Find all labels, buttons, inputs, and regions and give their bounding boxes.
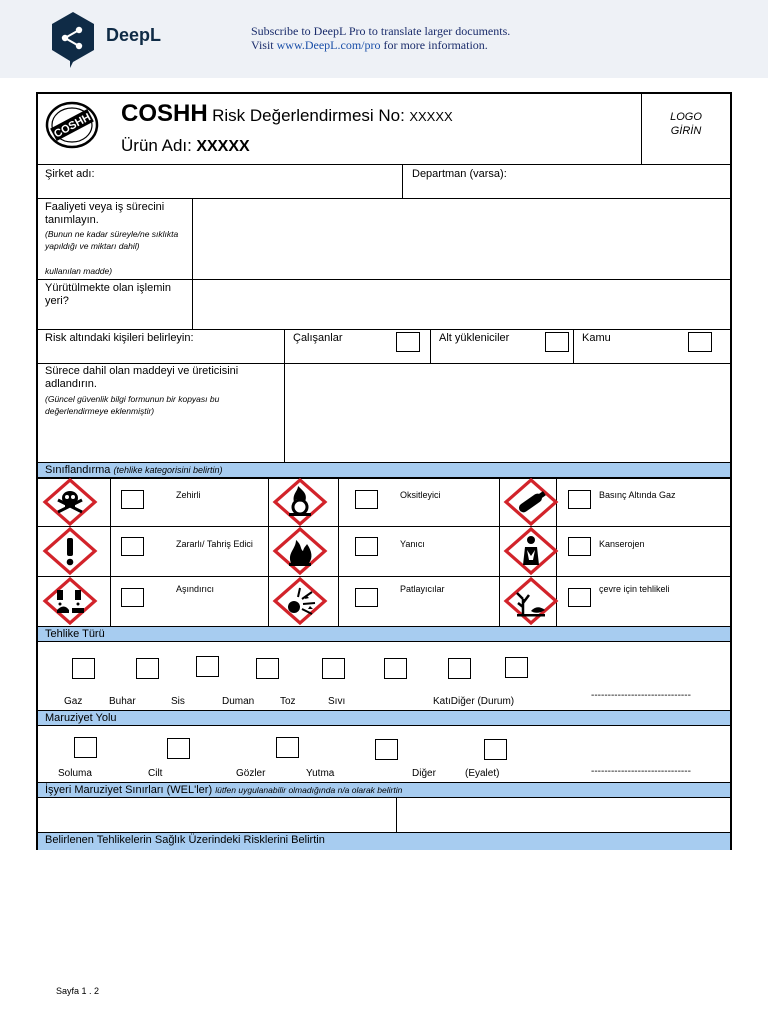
option-employees-label: Çalışanlar <box>293 332 343 344</box>
hazard-type-checkbox[interactable] <box>322 658 345 679</box>
svg-text:COSHH: COSHH <box>52 111 93 141</box>
exposure-route-label: Cilt <box>148 768 163 779</box>
hazard-other-dashes: ------------------------------ <box>591 690 691 701</box>
activity-note-end: kullanılan madde) <box>45 266 113 276</box>
hazard-type-checkbox[interactable] <box>72 658 95 679</box>
hazard-type-label: Toz <box>280 696 296 707</box>
exposure-route-checkbox[interactable] <box>74 737 97 758</box>
hazard-type-label: Duman <box>222 696 255 707</box>
classification-checkbox[interactable] <box>568 537 591 556</box>
hazard-type-checkbox[interactable] <box>196 656 219 677</box>
exploding-bomb-icon <box>272 577 328 625</box>
deepl-logo-icon[interactable] <box>48 10 98 68</box>
exposure-route-label: (Eyalet) <box>465 768 500 779</box>
company-field[interactable] <box>38 165 401 198</box>
classification-label: Basınç Altında Gaz <box>599 490 676 500</box>
classification-checkbox[interactable] <box>355 490 378 509</box>
location-field[interactable] <box>193 280 730 329</box>
hazard-type-checkbox[interactable] <box>256 658 279 679</box>
health-hazard-icon <box>503 527 559 575</box>
skull-crossbones-icon <box>42 478 98 526</box>
title-coshh: COSHH <box>121 100 208 127</box>
exposure-route-checkbox[interactable] <box>484 739 507 760</box>
title-risk-assessment: Risk Değerlendirmesi No: <box>212 106 405 125</box>
classification-header: Sınıflandırma (tehlike kategorisini belirtin) <box>38 462 730 478</box>
classification-checkbox[interactable] <box>355 537 378 556</box>
subcontractors-checkbox[interactable] <box>545 332 569 352</box>
company-label: Şirket adı: <box>45 168 95 180</box>
classification-checkbox[interactable] <box>568 490 591 509</box>
risk-number: XXXXX <box>409 109 453 124</box>
page-number: Sayfa 1 . 2 <box>56 986 100 996</box>
exposure-route-header: Maruziyet Yolu <box>38 710 730 726</box>
wel-field-right[interactable] <box>397 799 730 832</box>
classification-label: Zehirli <box>176 490 201 500</box>
location-label: Yürütülmekte olan işlemin yeri? <box>45 282 171 307</box>
people-at-risk-label: Risk altındaki kişileri belirleyin: <box>45 332 194 344</box>
substance-field[interactable] <box>285 364 730 462</box>
exclamation-icon <box>42 527 98 575</box>
hazard-type-label: Buhar <box>109 696 136 707</box>
gas-cylinder-icon <box>503 478 559 526</box>
activity-field[interactable] <box>193 199 730 279</box>
exposure-route-label: Soluma <box>58 768 92 779</box>
classification-label: Oksitleyici <box>400 490 441 500</box>
logo-line-2: GİRİN <box>670 125 702 137</box>
product-name-row <box>121 136 250 156</box>
health-risks-header: Belirlenen Tehlikelerin Sağlık Üzerindeki Risklerini Belirtin <box>38 832 730 850</box>
classification-label: Kanserojen <box>599 539 645 549</box>
coshh-form <box>36 92 732 850</box>
logo-line-1: LOGO <box>670 111 702 123</box>
exposure-route-label: Yutma <box>306 768 335 779</box>
deepl-brand-name: DeepL <box>106 25 162 45</box>
banner-line-2: Visit www.DeepL.com/pro for more information. <box>251 38 488 52</box>
classification-checkbox[interactable] <box>568 588 591 607</box>
public-checkbox[interactable] <box>688 332 712 352</box>
flame-over-circle-icon <box>272 478 328 526</box>
corrosion-icon <box>42 577 98 625</box>
classification-label: Patlayıcılar <box>400 584 445 594</box>
hazard-type-checkbox[interactable] <box>384 658 407 679</box>
product-value[interactable]: XXXXX <box>196 138 250 155</box>
classification-checkbox[interactable] <box>121 490 144 509</box>
classification-checkbox[interactable] <box>121 537 144 556</box>
department-field[interactable] <box>403 165 730 198</box>
classification-label: Yanıcı <box>400 539 425 549</box>
exposure-route-checkbox[interactable] <box>276 737 299 758</box>
hazard-type-label: KatıDiğer (Durum) <box>433 696 515 707</box>
classification-checkbox[interactable] <box>355 588 378 607</box>
hazard-type-label: Sis <box>171 696 185 707</box>
banner-line-1: Subscribe to DeepL Pro to translate larger documents. <box>251 24 511 38</box>
classification-label: çevre için tehlikeli <box>599 584 670 594</box>
department-label: Departman (varsa): <box>412 168 507 180</box>
exposure-route-label: Diğer <box>412 768 436 779</box>
exposure-route-label: Gözler <box>236 768 266 779</box>
flame-icon <box>272 527 328 575</box>
product-label: Ürün Adı: <box>121 136 192 155</box>
wel-header: İşyeri Maruziyet Sınırları (WEL'ler) lütfen uygulanabilir olmadığında n/a olarak belirtin <box>38 782 730 798</box>
activity-note: (Bunun ne kadar süreyle/ne sıklıkta yapıldığı ve miktarı dahil) <box>45 229 179 251</box>
logo-placeholder <box>642 110 730 138</box>
hazard-type-header: Tehlike Türü <box>38 626 730 642</box>
hazard-type-label: Gaz <box>64 696 83 707</box>
exposure-other-dashes: ------------------------------ <box>591 766 691 777</box>
classification-label: Aşındırıcı <box>176 584 215 594</box>
form-title <box>121 100 453 128</box>
exposure-route-checkbox[interactable] <box>167 738 190 759</box>
hazard-type-checkbox[interactable] <box>136 658 159 679</box>
wel-field-left[interactable] <box>38 799 396 832</box>
environment-icon <box>503 577 559 625</box>
activity-label: Faaliyeti veya iş sürecini tanımlayın. <box>45 201 165 226</box>
substance-label: Sürece dahil olan maddeyi ve üreticisini adlandırın. <box>45 365 239 390</box>
employees-checkbox[interactable] <box>396 332 420 352</box>
option-public-label: Kamu <box>582 332 611 344</box>
exposure-route-checkbox[interactable] <box>375 739 398 760</box>
hazard-type-checkbox[interactable] <box>448 658 471 679</box>
deepl-banner <box>0 0 768 78</box>
deepl-pro-link[interactable]: www.DeepL.com/pro <box>276 38 381 52</box>
hazard-type-checkbox[interactable] <box>505 657 528 678</box>
coshh-seal-icon <box>44 100 100 150</box>
banner-message <box>251 24 510 52</box>
classification-checkbox[interactable] <box>121 588 144 607</box>
option-subcontractors-label: Alt yükleniciler <box>439 332 510 344</box>
substance-note: (Güncel güvenlik bilgi formunun bir kopyası bu değerlendirmeye eklenmiştir) <box>45 394 220 416</box>
hazard-type-label: Sıvı <box>328 696 346 707</box>
classification-label: Zararlı/ Tahriş Edici <box>176 539 253 549</box>
